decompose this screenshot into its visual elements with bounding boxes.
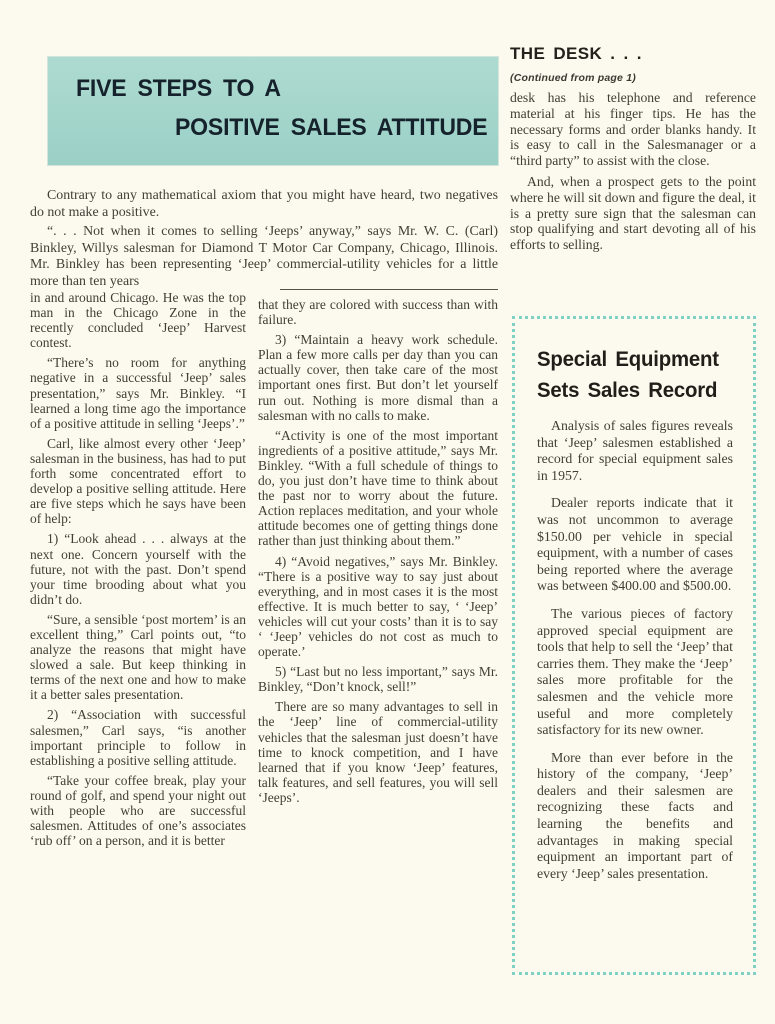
paragraph: “Activity is one of the most important ingredients of a positive attitude,” says Mr. Binkley. “With a full schedule of things to do, you just don’t have time to think about the past nor to worry about the future. Action replaces meditation, and your whole attitude becomes one of getting things done rather than just thinking about them.” — [258, 427, 498, 549]
paragraph: desk has his telephone and reference material at his finger tips. He has the necessary forms and order blanks handy. It is easy to call in the Salesmanager or a “third party” to assist with the close. — [510, 90, 756, 169]
continued-from-note: (Continued from page 1) — [510, 72, 636, 84]
headline-line-1: FIVE STEPS TO A — [76, 75, 281, 102]
sidebar-title-line-1: Special Equipment — [537, 348, 719, 371]
paragraph: And, when a prospect gets to the point where he will sit down and figure the deal, it is a pretty sure sign that the salesman can stop qualifying and start devoting all of his efforts to selling. — [510, 173, 756, 253]
paragraph: 4) “Avoid negatives,” says Mr. Binkley. “There is a positive way to say just about everything, and in most cases it is the most effective. It is much better to say, ‘ ‘Jeep’ vehicles will cut your costs’ than it is to say ‘ ‘Jeep’ vehicles do not cost as much to operate.’ — [258, 553, 498, 660]
paragraph: 5) “Last but no less important,” says Mr. Binkley, “Don’t knock, sell!” — [258, 664, 498, 695]
desk-article-body — [510, 90, 756, 253]
paragraph: Contrary to any mathematical axiom that you might have heard, two negatives do not make a positive. — [30, 188, 498, 220]
paragraph: The various pieces of factory approved special equipment are tools that help to sell the ‘Jeep’ that carries them. They make the ‘Jeep’ sales more profitable for the salesmen and the vehicle more useful and more completely satisfactory for its new owner. — [537, 605, 733, 738]
paragraph: Analysis of sales figures reveals that ‘Jeep’ salesmen established a record for special equipment sales in 1957. — [537, 418, 733, 483]
desk-article-title: THE DESK . . . — [510, 44, 642, 63]
sidebar-title — [537, 344, 727, 406]
desk-article — [510, 44, 756, 258]
paragraph: “. . . Not when it comes to selling ‘Jeeps’ anyway,” says Mr. W. C. (Carl) Binkley, Willys salesman for Diamond T Motor Car Company, Chicago, Illinois. Mr. Binkley has been representing ‘Jeep’ commercial-utility vehicles for a little more than ten years — [30, 224, 498, 289]
headline-banner — [48, 57, 498, 165]
sidebar-body — [537, 418, 733, 882]
paragraph: There are so many advantages to sell in the ‘Jeep’ line of commercial-utility vehicles that the salesman just doesn’t have time to knock competition, and I have learned that if you know ‘Jeep’ features, talk features, and sell features, you will sell ‘Jeeps’. — [258, 699, 498, 805]
paragraph: “There’s no room for anything negative in a successful ‘Jeep’ sales presentation,” says Mr. Binkley. “I learned a long time ago the importance of a positive attitude in selling ‘Jeeps’.” — [30, 355, 246, 431]
article-intro — [30, 188, 498, 294]
column-divider-rule — [280, 289, 498, 290]
article-middle-column-body — [258, 297, 498, 805]
paragraph: “Take your coffee break, play your round of golf, and spend your night out with people who are successful salesmen. Attitudes of one’s associates ‘rub off’ on a person, and it is better — [30, 772, 246, 849]
paragraph: Carl, like almost every other ‘Jeep’ salesman in the business, has had to put forth some concentrated effort to develop a positive selling attitude. Here are five steps which he says have been of help: — [30, 435, 246, 527]
paragraph: that they are colored with success than with failure. — [258, 297, 498, 328]
special-equipment-sidebar — [512, 316, 756, 975]
article-middle-column — [258, 289, 498, 810]
headline-line-2: POSITIVE SALES ATTITUDE — [175, 114, 488, 141]
paragraph: 1) “Look ahead . . . always at the next one. Concern yourself with the future, not with the past. Don’t spend your time brooding about what you didn’t do. — [30, 531, 246, 607]
paragraph: in and around Chicago. He was the top man in the Chicago Zone in the recently concluded ‘Jeep’ Harvest contest. — [30, 290, 246, 351]
paragraph: “Sure, a sensible ‘post mortem’ is an excellent thing,” Carl points out, “to analyze the reasons that might have slowed a sale. But keep thinking in terms of the next one and how to make it a better sales presentation. — [30, 611, 246, 703]
paragraph: 3) “Maintain a heavy work schedule. Plan a few more calls per day than you can actually cover, then take care of the most important ones first. But don’t let yourself run out. Nothing is more dismal than a salesman with no calls to make. — [258, 332, 498, 423]
paragraph: Dealer reports indicate that it was not uncommon to average $150.00 per vehicle in special equipment, with a number of cases being reported where the average was between $400.00 and $500.00. — [537, 495, 733, 594]
paragraph: More than ever before in the history of the company, ‘Jeep’ dealers and their salesmen are recognizing these facts and learning the benefits and advantages in making special equipment an important part of every ‘Jeep’ sales presentation. — [537, 749, 733, 881]
article-left-column — [30, 290, 246, 853]
paragraph: 2) “Association with successful salesmen,” Carl says, “is another important principle to follow in establishing a positive selling attitude. — [30, 707, 246, 768]
sidebar-title-line-2: Sets Sales Record — [537, 379, 718, 402]
